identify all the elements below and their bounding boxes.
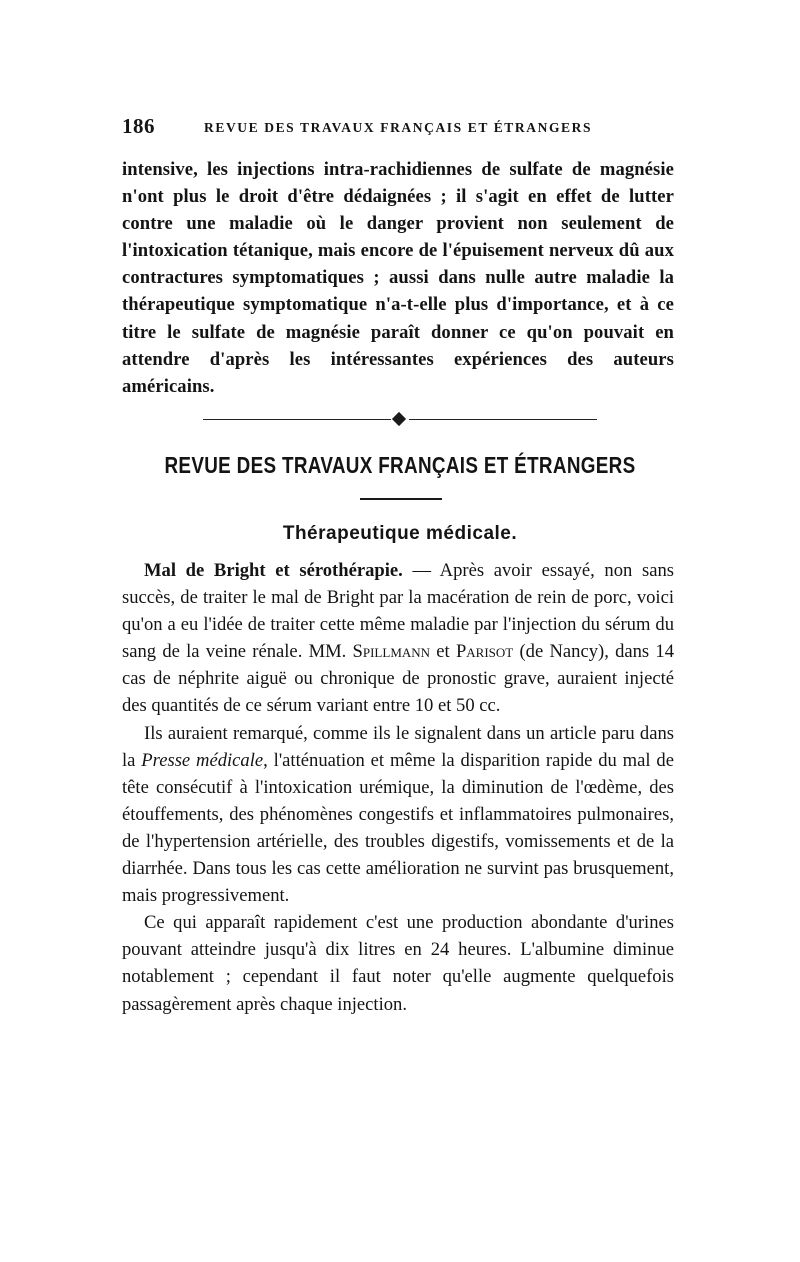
author-name: Parisot <box>455 641 514 663</box>
article-text: Ils auraient remarqué, comme ils le signalent dans un article paru dans la <box>122 722 674 771</box>
article-paragraph-3: Ce qui apparaît rapidement c'est une production abondante d'urines pouvant atteindre jusqu'à dix litres en 24 heures. L'albumine diminue notablement ; cependant il faut noter qu'elle augmente quelquefois passagèrement après chaque injection. <box>122 912 674 1015</box>
diamond-ornament-icon <box>392 412 406 426</box>
article-text: et <box>430 641 456 663</box>
article-text: (de Nancy), dans 14 cas de néphrite aiguë ou chronique de pronostic grave, auraient injecté des quantités de ce sérum variant entre 10 et 50 cc. <box>122 641 674 717</box>
intro-paragraph: intensive, les injections intra-rachidiennes de sulfate de magnésie n'ont plus le droit d'être dédaignées ; il s'agit en effet de lutter contre une maladie où le danger provient non seulement de l'intoxication tétanique, mais encore de l'épuisement nerveux dû aux contractures symptomatiques ; aussi dans nulle autre maladie la thérapeutique symptomatique n'a-t-elle plus d'importance, et à ce titre le sulfate de magnésie paraît donner ce qu'on pouvait en attendre d'après les intéressantes expériences des auteurs américains. <box>122 159 674 397</box>
section-heading: REVUE DES TRAVAUX FRANÇAIS ET ÉTRANGERS <box>164 452 636 478</box>
article-body <box>122 557 674 1018</box>
page-number: 186 <box>122 114 155 138</box>
article-paragraph-2 <box>122 720 674 910</box>
heading-rule <box>360 498 442 500</box>
article-text: , l'atténuation et même la disparition rapide du mal de tête consécutif à l'intoxication urémique, la diminution de l'œdème, des étouffements, des phénomènes congestifs et inflammatoires pulmonaires, de l'hypertension artérielle, des troubles digestifs, vomissements et de la diarrhée. Dans tous les cas cette amélioration ne survint pas brusquement, mais progressivement. <box>122 749 674 907</box>
article-lead-title: Mal de Bright et sérothérapie. <box>144 560 403 581</box>
ornamental-divider <box>203 412 597 426</box>
divider-line-left <box>203 419 391 420</box>
journal-title: Presse médicale <box>141 749 264 771</box>
article-text: — Après avoir essayé, non sans succès, de traiter le mal de Bright par la macération de rein de porc, voici qu'on a eu l'idée de traiter cette même maladie par l'injection du sérum du sang de la veine rénale. MM. <box>122 560 674 663</box>
section-subheading: Thérapeutique médicale. <box>282 523 518 544</box>
article-paragraph-1 <box>122 557 674 720</box>
author-name: Spillmann <box>352 641 431 663</box>
divider-line-right <box>409 419 597 420</box>
intro-paragraph-block <box>122 156 674 400</box>
running-title: REVUE DES TRAVAUX FRANÇAIS ET ÉTRANGERS <box>204 120 593 135</box>
running-head <box>122 114 662 144</box>
